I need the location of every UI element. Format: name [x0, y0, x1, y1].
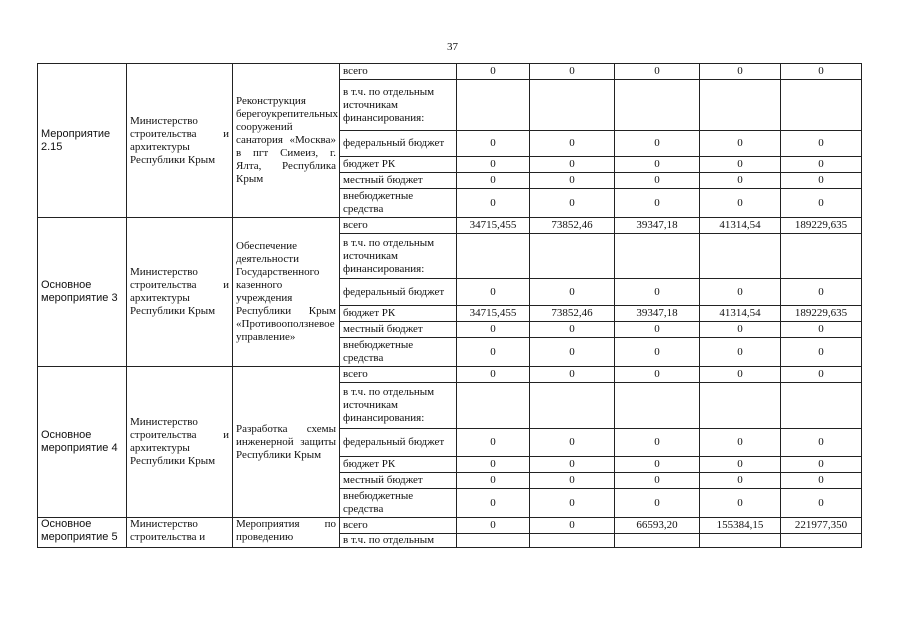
funding-source-cell: федеральный бюджет	[340, 279, 457, 306]
amount-cell: 0	[530, 64, 615, 80]
amount-cell: 0	[457, 429, 530, 457]
amount-cell: 0	[530, 189, 615, 218]
amount-cell: 0	[781, 131, 862, 157]
event-name-cell: Мероприятия по проведению	[233, 518, 340, 548]
amount-cell: 41314,54	[700, 306, 781, 322]
amount-cell: 0	[457, 367, 530, 383]
funding-source-cell: внебюджетные средства	[340, 338, 457, 367]
event-name-cell: Обеспечение деятельности Государственного казенного учреждения Республики Крым «Противооползневое управление»	[233, 218, 340, 367]
amount-cell	[615, 534, 700, 548]
table-row	[38, 367, 862, 383]
funding-source-cell: внебюджетные средства	[340, 189, 457, 218]
amount-cell: 0	[615, 367, 700, 383]
amount-cell: 0	[457, 489, 530, 518]
funding-source-cell: бюджет РК	[340, 306, 457, 322]
amount-cell: 0	[530, 457, 615, 473]
amount-cell	[457, 383, 530, 429]
amount-cell	[615, 234, 700, 279]
funding-source-cell: местный бюджет	[340, 322, 457, 338]
amount-cell	[781, 383, 862, 429]
amount-cell	[457, 534, 530, 548]
amount-cell: 0	[781, 64, 862, 80]
amount-cell	[530, 534, 615, 548]
event-name-cell: Реконструкция берегоукрепительных сооружений санатория «Москва» в пгт Симеиз, г. Ялта, Республика Крым	[233, 64, 340, 218]
amount-cell: 0	[781, 157, 862, 173]
amount-cell	[530, 80, 615, 131]
amount-cell	[457, 234, 530, 279]
funding-source-cell: внебюджетные средства	[340, 489, 457, 518]
budget-table	[37, 63, 862, 548]
amount-cell: 0	[615, 157, 700, 173]
funding-source-cell: всего	[340, 367, 457, 383]
amount-cell: 34715,455	[457, 218, 530, 234]
amount-cell: 0	[615, 429, 700, 457]
executor-cell: Министерство строительства и архитектуры Республики Крым	[127, 367, 233, 518]
amount-cell	[615, 80, 700, 131]
amount-cell: 0	[700, 338, 781, 367]
amount-cell: 0	[530, 131, 615, 157]
amount-cell: 0	[615, 457, 700, 473]
event-cell: Основное мероприятие 4	[38, 367, 127, 518]
amount-cell: 0	[530, 279, 615, 306]
amount-cell: 0	[457, 157, 530, 173]
amount-cell: 34715,455	[457, 306, 530, 322]
amount-cell: 0	[457, 473, 530, 489]
funding-source-cell: федеральный бюджет	[340, 429, 457, 457]
page-number: 37	[447, 41, 458, 53]
amount-cell: 0	[781, 473, 862, 489]
amount-cell: 0	[781, 338, 862, 367]
amount-cell: 0	[700, 429, 781, 457]
event-cell: Мероприятие 2.15	[38, 64, 127, 218]
amount-cell: 0	[615, 173, 700, 189]
amount-cell: 0	[781, 489, 862, 518]
amount-cell: 0	[700, 279, 781, 306]
amount-cell: 66593,20	[615, 518, 700, 534]
amount-cell: 0	[700, 173, 781, 189]
funding-source-cell: всего	[340, 518, 457, 534]
amount-cell: 221977,350	[781, 518, 862, 534]
amount-cell: 39347,18	[615, 218, 700, 234]
amount-cell: 0	[530, 322, 615, 338]
amount-cell: 0	[615, 131, 700, 157]
amount-cell: 41314,54	[700, 218, 781, 234]
amount-cell: 0	[700, 131, 781, 157]
amount-cell	[530, 234, 615, 279]
funding-source-cell: в т.ч. по отдельным источникам финансирования:	[340, 80, 457, 131]
amount-cell: 0	[781, 367, 862, 383]
amount-cell: 0	[781, 189, 862, 218]
amount-cell: 0	[700, 367, 781, 383]
amount-cell	[530, 383, 615, 429]
amount-cell: 0	[530, 518, 615, 534]
amount-cell: 0	[781, 279, 862, 306]
table-row	[38, 64, 862, 80]
amount-cell: 0	[615, 279, 700, 306]
amount-cell	[700, 234, 781, 279]
amount-cell	[700, 383, 781, 429]
amount-cell: 0	[615, 338, 700, 367]
amount-cell: 0	[530, 429, 615, 457]
amount-cell: 0	[457, 64, 530, 80]
amount-cell: 0	[700, 489, 781, 518]
amount-cell	[781, 234, 862, 279]
funding-source-cell: местный бюджет	[340, 473, 457, 489]
amount-cell: 73852,46	[530, 218, 615, 234]
amount-cell	[700, 534, 781, 548]
amount-cell: 0	[615, 322, 700, 338]
executor-cell: Министерство строительства и архитектуры Республики Крым	[127, 218, 233, 367]
funding-source-cell: в т.ч. по отдельным	[340, 534, 457, 548]
amount-cell: 0	[700, 473, 781, 489]
amount-cell: 0	[530, 157, 615, 173]
amount-cell: 0	[700, 157, 781, 173]
amount-cell: 39347,18	[615, 306, 700, 322]
amount-cell: 0	[530, 367, 615, 383]
amount-cell: 0	[457, 457, 530, 473]
amount-cell	[457, 80, 530, 131]
amount-cell: 0	[781, 457, 862, 473]
amount-cell: 0	[457, 189, 530, 218]
funding-source-cell: всего	[340, 64, 457, 80]
executor-cell: Министерство строительства и архитектуры Республики Крым	[127, 64, 233, 218]
funding-source-cell: бюджет РК	[340, 157, 457, 173]
amount-cell: 0	[457, 322, 530, 338]
executor-cell: Министерство строительства и	[127, 518, 233, 548]
amount-cell	[700, 80, 781, 131]
amount-cell: 155384,15	[700, 518, 781, 534]
amount-cell: 0	[530, 473, 615, 489]
event-name-cell: Разработка схемы инженерной защиты Республики Крым	[233, 367, 340, 518]
amount-cell: 0	[530, 338, 615, 367]
amount-cell: 0	[530, 173, 615, 189]
funding-source-cell: в т.ч. по отдельным источникам финансирования:	[340, 383, 457, 429]
amount-cell: 0	[615, 489, 700, 518]
amount-cell: 73852,46	[530, 306, 615, 322]
amount-cell: 0	[700, 64, 781, 80]
amount-cell	[615, 383, 700, 429]
funding-source-cell: федеральный бюджет	[340, 131, 457, 157]
table-row	[38, 518, 862, 534]
amount-cell: 0	[700, 322, 781, 338]
amount-cell: 189229,635	[781, 306, 862, 322]
funding-source-cell: местный бюджет	[340, 173, 457, 189]
amount-cell: 0	[457, 338, 530, 367]
amount-cell: 189229,635	[781, 218, 862, 234]
amount-cell: 0	[781, 429, 862, 457]
amount-cell: 0	[530, 489, 615, 518]
amount-cell: 0	[457, 518, 530, 534]
event-cell: Основное мероприятие 5	[38, 518, 127, 548]
event-cell: Основное мероприятие 3	[38, 218, 127, 367]
amount-cell: 0	[457, 131, 530, 157]
amount-cell	[781, 80, 862, 131]
amount-cell: 0	[615, 64, 700, 80]
amount-cell	[781, 534, 862, 548]
amount-cell: 0	[700, 189, 781, 218]
amount-cell: 0	[457, 279, 530, 306]
funding-source-cell: бюджет РК	[340, 457, 457, 473]
amount-cell: 0	[615, 189, 700, 218]
amount-cell: 0	[457, 173, 530, 189]
amount-cell: 0	[700, 457, 781, 473]
table-row	[38, 218, 862, 234]
amount-cell: 0	[615, 473, 700, 489]
amount-cell: 0	[781, 322, 862, 338]
funding-source-cell: всего	[340, 218, 457, 234]
amount-cell: 0	[781, 173, 862, 189]
funding-source-cell: в т.ч. по отдельным источникам финансирования:	[340, 234, 457, 279]
